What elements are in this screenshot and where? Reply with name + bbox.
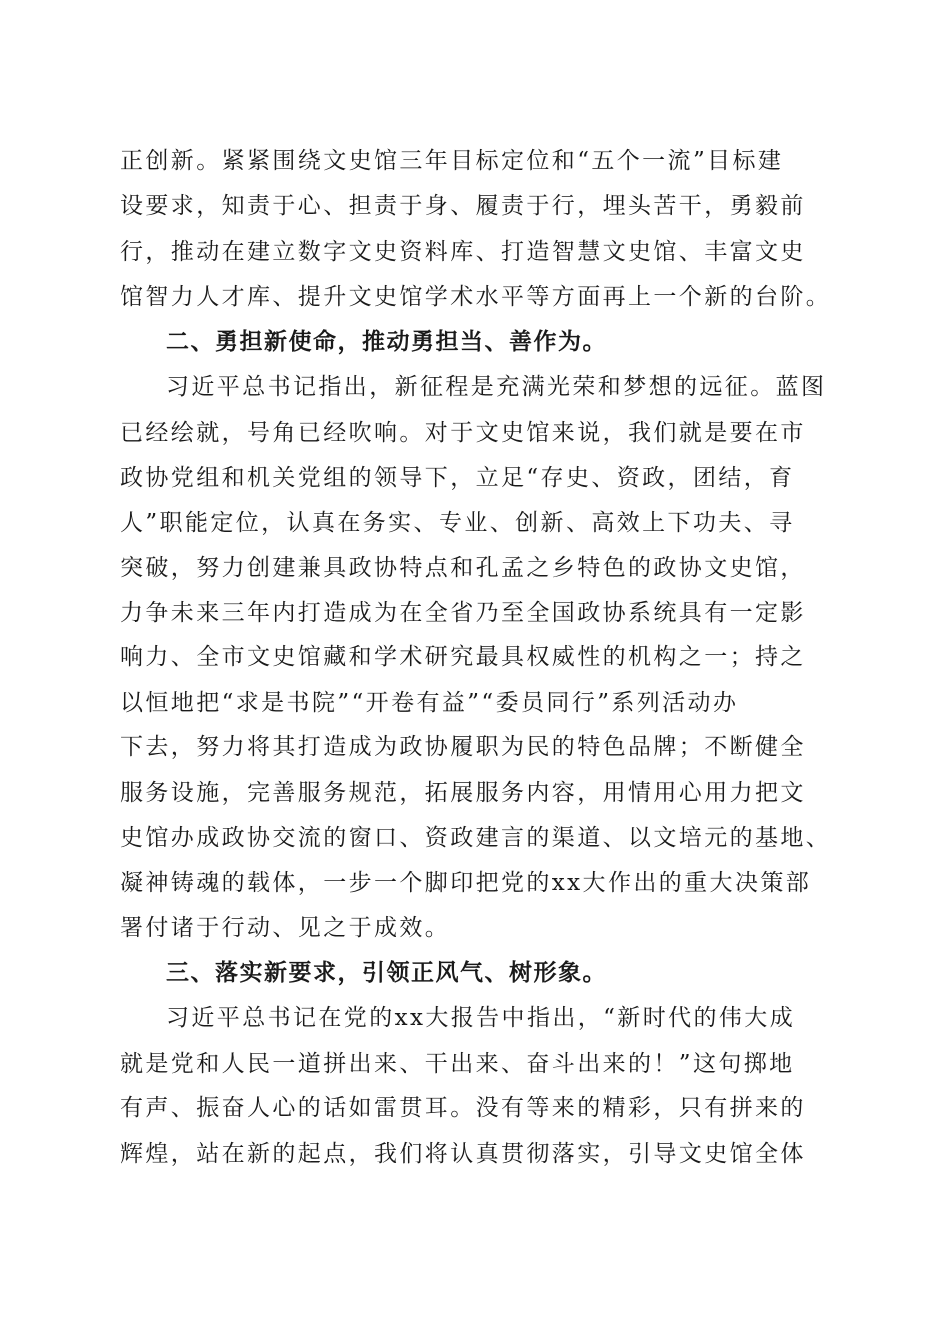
- paragraph-line: 凝神铸魂的载体，一步一个脚印把党的xx大作出的重大决策部: [120, 870, 812, 896]
- paragraph-line: 署付诸于行动、见之于成效。: [120, 915, 451, 941]
- paragraph-line: 下去，努力将其打造成为政协履职为民的特色品牌；不断健全: [120, 734, 806, 760]
- paragraph-line: 以恒地把“求是书院”“开卷有益”“委员同行”系列活动办: [120, 690, 739, 716]
- paragraph-line: 已经绘就，号角已经吹响。对于文史馆来说，我们就是要在市: [120, 420, 806, 446]
- paragraph-line: 辉煌，站在新的起点，我们将认真贯彻落实，引导文史馆全体: [120, 1141, 806, 1167]
- paragraph-line: 突破，努力创建兼具政协特点和孔孟之乡特色的政协文史馆，: [120, 555, 806, 581]
- paragraph-line: 馆智力人才库、提升文史馆学术水平等方面再上一个新的台阶。: [120, 284, 832, 310]
- section-heading: 二、勇担新使命，推动勇担当、善作为。: [166, 329, 607, 355]
- paragraph-line: 服务设施，完善服务规范，拓展服务内容，用情用心用力把文: [120, 780, 806, 806]
- paragraph-line: 正创新。紧紧围绕文史馆三年目标定位和“五个一流”目标建: [120, 148, 784, 174]
- paragraph-line: 习近平总书记指出，新征程是充满光荣和梦想的远征。蓝图: [166, 374, 827, 400]
- section-heading: 三、落实新要求，引领正风气、树形象。: [166, 960, 607, 986]
- paragraph-line: 响力、全市文史馆藏和学术研究最具权威性的机构之一；持之: [120, 644, 806, 670]
- paragraph-line: 力争未来三年内打造成为在全省乃至全国政协系统具有一定影: [120, 600, 806, 626]
- paragraph-line: 就是党和人民一道拼出来、干出来、奋斗出来的！”这句掷地: [120, 1051, 795, 1077]
- paragraph-line: 行，推动在建立数字文史资料库、打造智慧文史馆、丰富文史: [120, 239, 806, 265]
- paragraph-line: 政协党组和机关党组的领导下，立足“存史、资政，团结，育: [120, 465, 795, 491]
- paragraph-line: 习近平总书记在党的xx大报告中指出，“新时代的伟大成: [166, 1005, 796, 1031]
- paragraph-line: 有声、振奋人心的话如雷贯耳。没有等来的精彩，只有拼来的: [120, 1095, 806, 1121]
- paragraph-line: 设要求，知责于心、担责于身、履责于行，埋头苦干，勇毅前: [120, 193, 806, 219]
- paragraph-line: 史馆办成政协交流的窗口、资政建言的渠道、以文培元的基地、: [120, 825, 832, 851]
- paragraph-line: 人”职能定位，认真在务实、专业、创新、高效上下功夫、寻: [120, 510, 795, 536]
